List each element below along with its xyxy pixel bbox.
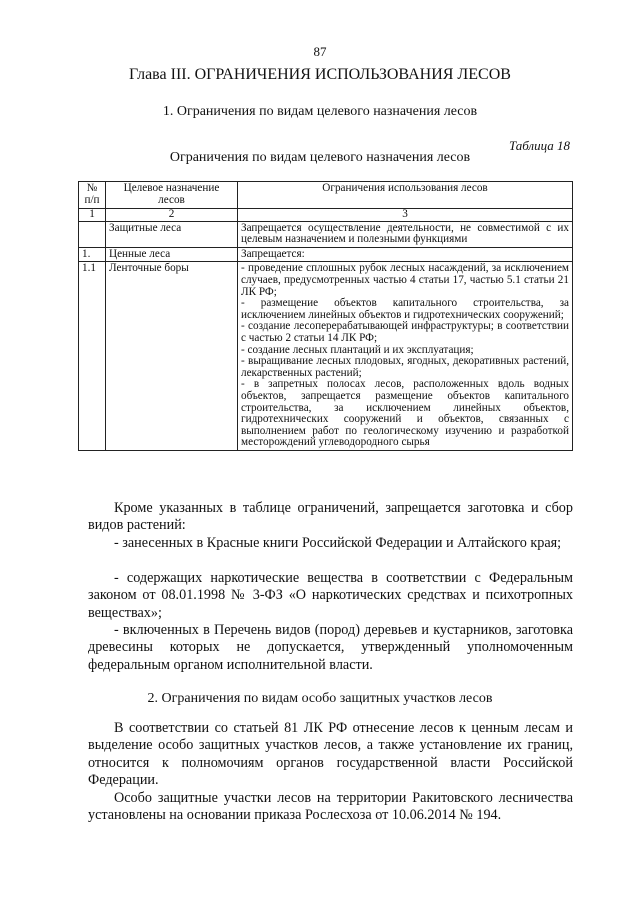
row-restriction: Запрещается: bbox=[238, 247, 573, 262]
section-2-title: 2. Ограничения по видам особо защитных участков лесов bbox=[147, 691, 493, 706]
row-restriction: Запрещается осуществление деятельности, не совместимой с их целевым назначением и полезными функциями bbox=[238, 221, 573, 247]
header-restrictions: Ограничения использования лесов bbox=[238, 182, 573, 209]
table-label: Таблица 18 bbox=[508, 138, 570, 153]
bullet-tree-list: - включенных в Перечень видов (пород) деревьев и кустарников, заготовка древесины которых не допускается, утвержденный уполномоченным федеральным органом исполнительной власти. bbox=[88, 622, 573, 673]
row-purpose: Защитные леса bbox=[106, 221, 238, 247]
bullet-narcotic: - содержащих наркотические вещества в соответствии с Федеральным законом от 08.01.1998 № 3-ФЗ «О наркотических средствах и психотропных веществах»; bbox=[88, 570, 573, 621]
column-number-row bbox=[79, 209, 573, 222]
row-purpose: Ленточные боры bbox=[106, 262, 238, 451]
row-number bbox=[79, 221, 106, 247]
row-purpose: Ценные леса bbox=[106, 247, 238, 262]
section-1-title: 1. Ограничения по видам целевого назначения лесов bbox=[162, 104, 478, 119]
table-caption: Ограничения по видам целевого назначения лесов bbox=[169, 150, 471, 165]
table-row bbox=[79, 221, 573, 247]
col-number-2: 2 bbox=[106, 209, 238, 222]
chapter-title: Глава III. ОГРАНИЧЕНИЯ ИСПОЛЬЗОВАНИЯ ЛЕСОВ bbox=[129, 66, 511, 83]
header-purpose: Целевое назначение лесов bbox=[106, 182, 238, 209]
bullet-red-books: - занесенных в Красные книги Российской Федерации и Алтайского края; bbox=[114, 535, 562, 551]
restriction-item: - размещение объектов капитального строительства, за исключением линейных объектов и гидротехнических сооружений; bbox=[241, 297, 569, 321]
table-row bbox=[79, 262, 573, 451]
paragraph-plants-intro: Кроме указанных в таблице ограничений, запрещается заготовка и сбор видов растений: bbox=[88, 500, 573, 534]
paragraph-rosleskhoz-order: Особо защитные участки лесов на территории Ракитовского лесничества установлены на основании приказа Рослесхоза от 10.06.2014 № 194. bbox=[88, 790, 573, 824]
table-header-row bbox=[79, 182, 573, 209]
paragraph-article-81: В соответствии со статьей 81 ЛК РФ отнесение лесов к ценным лесам и выделение особо защитных участков лесов, а также установление их границ, относится к полномочиям органов государственной власти Российской Федерации. bbox=[88, 720, 573, 789]
restriction-item: - проведение сплошных рубок лесных насаждений, за исключением случаев, предусмотренных частью 4 статьи 17, частью 5.1 статьи 21 ЛК РФ; bbox=[241, 262, 569, 298]
col-number-3: 3 bbox=[238, 209, 573, 222]
row-number: 1.1 bbox=[79, 262, 106, 451]
restriction-item: - создание лесных плантаций и их эксплуатация; bbox=[241, 343, 474, 356]
col-number-1: 1 bbox=[79, 209, 106, 222]
row-number: 1. bbox=[79, 247, 106, 262]
page-number: 87 bbox=[313, 44, 327, 59]
table-row bbox=[79, 247, 573, 262]
header-number: № п/п bbox=[79, 182, 106, 209]
restriction-item: - создание лесоперерабатывающей инфраструктуры; в соответствии с частью 2 статьи 14 ЛК РФ; bbox=[241, 320, 569, 344]
restriction-item: - выращивание лесных плодовых, ягодных, декоративных растений, лекарственных растений; bbox=[241, 355, 569, 379]
restrictions-table bbox=[78, 181, 573, 451]
restriction-item: - в запретных полосах лесов, расположенных вдоль водных объектов, запрещается размещение объектов капитального строительства, за исключением линейных объектов, гидротехнических сооружений и объектов, связанных с выполнением работ по геологическому изучению и разработкой месторождений углеводородного сырья bbox=[241, 378, 569, 449]
row-restriction-list bbox=[238, 262, 573, 451]
